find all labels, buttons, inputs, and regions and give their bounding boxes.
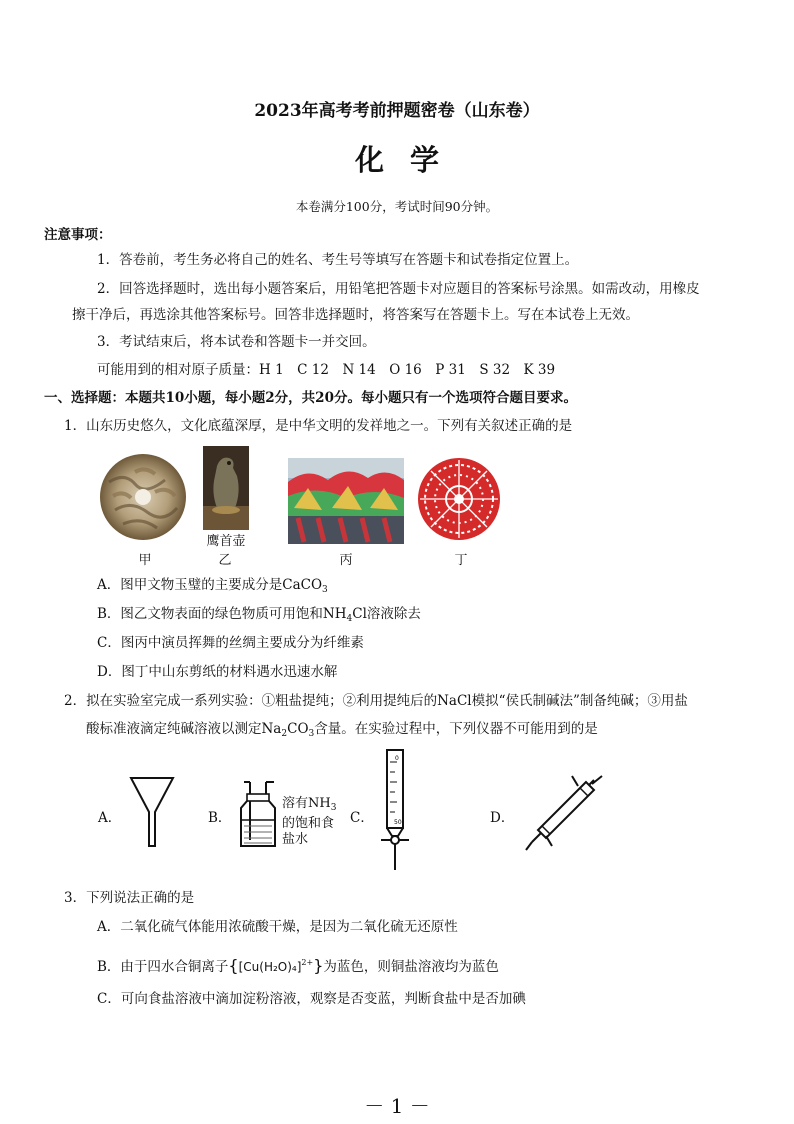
q1-option-b: B．图乙文物表面的绿色物质可用饱和$NH_4Cl$溶液除去 bbox=[97, 606, 421, 624]
condenser-icon bbox=[522, 770, 606, 856]
q1-option-a: A．图甲文物玉璧的主要成分是CaCO$_3$ bbox=[97, 577, 328, 595]
funnel-icon bbox=[128, 774, 176, 850]
exam-title: 2023年高考考前押题密卷（山东卷） bbox=[254, 101, 540, 121]
notice-heading: 注意事项： bbox=[44, 227, 112, 243]
notice-item: 擦干净后，再选涂其他答案标号。回答非选择题时，将答案写在答题卡上。写在本试卷上无效。 bbox=[72, 307, 639, 323]
q2-b-note: 溶有$NH_3$ 的饱和食 盐水 bbox=[282, 796, 337, 847]
atomic-masses: 可能用到的相对原子质量：H 1 C 12 N 14 O 16 P 31 S 32 K 39 bbox=[97, 362, 556, 378]
paper-cut-image bbox=[416, 456, 502, 542]
q2-label-a: A． bbox=[98, 810, 122, 826]
q3-option-b: B．由于四水合铜离子$\{[Cu(H_2O)_4]^{2+}\}$为蓝色，则铜盐溶液均为蓝色 bbox=[97, 956, 499, 975]
burette-mark: 50 bbox=[394, 819, 402, 826]
burette-icon bbox=[378, 748, 412, 874]
figure-b-caption: 鹰首壶 bbox=[206, 534, 246, 549]
eagle-head-pot-image bbox=[203, 446, 249, 530]
q2-label-d: D． bbox=[490, 810, 515, 826]
page-number: － 1 － bbox=[364, 1094, 430, 1118]
q1-option-c: C．图丙中演员挥舞的丝绸主要成分为纤维素 bbox=[97, 635, 364, 651]
q2-label-c: C． bbox=[350, 810, 374, 826]
jade-disc-image bbox=[95, 452, 191, 542]
gas-washing-bottle-icon bbox=[236, 780, 282, 850]
notice-item: 2．回答选择题时，选出每小题答案后，用铅笔把答题卡对应题目的答案标号涂黑。如需改动，用橡皮 bbox=[97, 281, 700, 297]
notice-item: 1．答卷前，考生务必将自己的姓名、考生号等填写在答题卡和试卷指定位置上。 bbox=[97, 252, 579, 268]
section-heading: 一、选择题：本题共10小题，每小题2分，共20分。每小题只有一个选项符合题目要求。 bbox=[44, 390, 577, 406]
question-3-stem: 3．下列说法正确的是 bbox=[64, 890, 195, 906]
silk-dance-image bbox=[288, 458, 404, 544]
burette-mark: 0 bbox=[395, 755, 399, 762]
q3-option-c: C．可向食盐溶液中滴加淀粉溶液，观察是否变蓝，判断食盐中是否加碘 bbox=[97, 991, 526, 1007]
figure-label: 甲 bbox=[138, 553, 152, 568]
question-2-stem: 2．拟在实验室完成一系列实验：①粗盐提纯；②利用提纯后的NaCl模拟“侯氏制碱法”制备纯碱；③用盐 bbox=[64, 693, 688, 709]
q2-label-b: B． bbox=[208, 810, 232, 826]
figure-label: 丙 bbox=[339, 553, 353, 568]
exam-info: 本卷满分100分，考试时间90分钟。 bbox=[295, 199, 499, 214]
figure-label: 丁 bbox=[454, 553, 468, 568]
question-1-stem: 1．山东历史悠久，文化底蕴深厚，是中华文明的发祥地之一。下列有关叙述正确的是 bbox=[64, 418, 573, 434]
figure-label: 乙 bbox=[218, 553, 232, 568]
subject-title: 化学 bbox=[354, 143, 465, 177]
question-2-stem-cont: 酸标准液滴定纯碱溶液以测定$Na_2CO_3$含量。在实验过程中，下列仪器不可能用到的是 bbox=[86, 721, 598, 739]
notice-item: 3．考试结束后，将本试卷和答题卡一并交回。 bbox=[97, 334, 376, 350]
q1-option-d: D．图丁中山东剪纸的材料遇水迅速水解 bbox=[97, 664, 338, 680]
q3-option-a: A．二氧化硫气体能用浓硫酸干燥，是因为二氧化硫无还原性 bbox=[97, 919, 458, 935]
